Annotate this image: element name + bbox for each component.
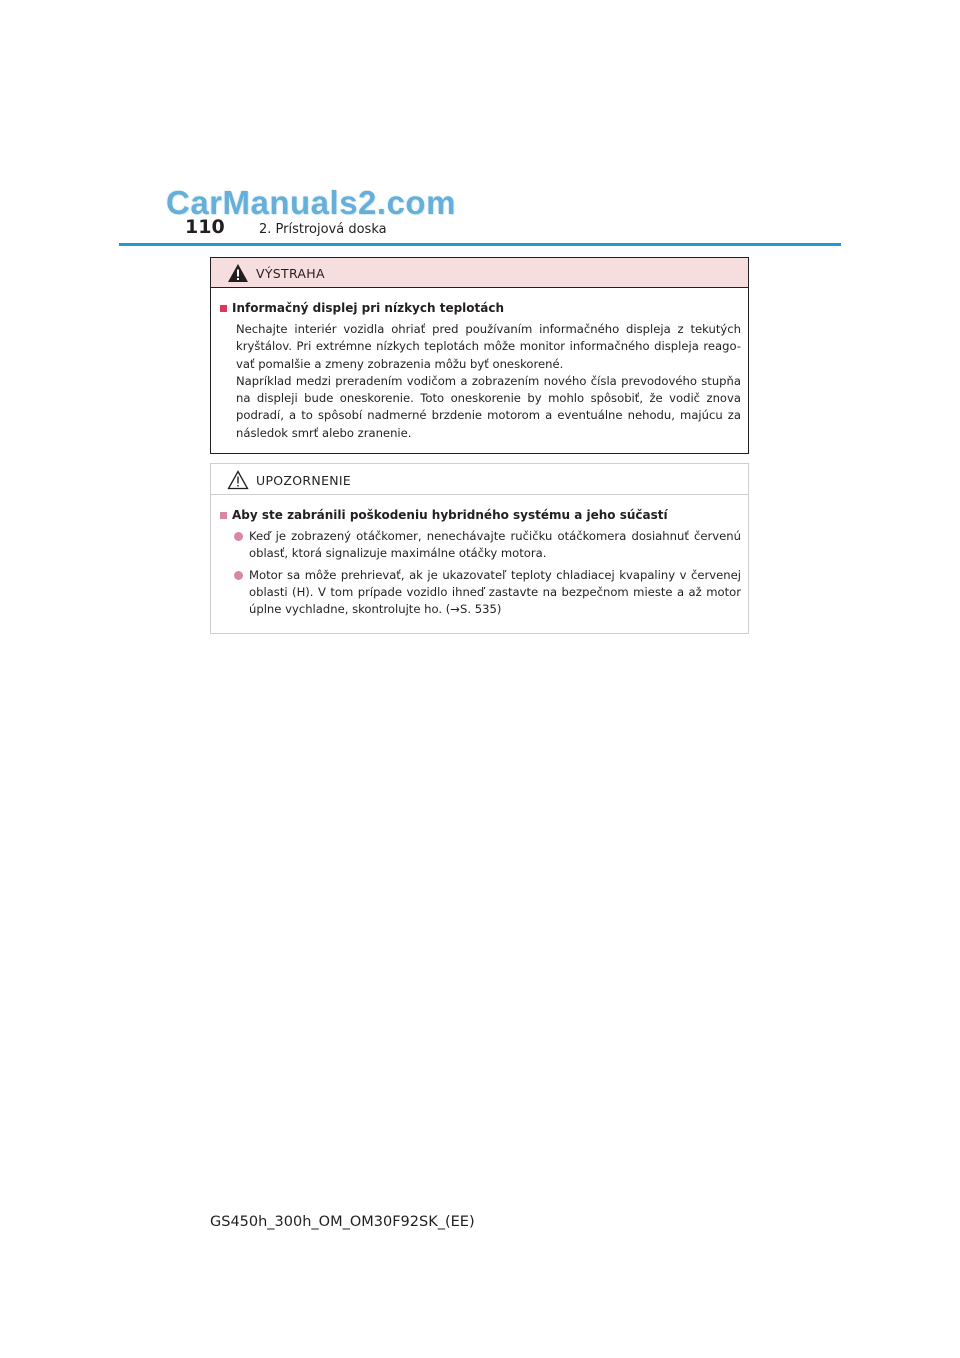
- list-item: [234, 567, 741, 619]
- square-bullet-icon: [220, 512, 227, 519]
- header-rule: [119, 243, 841, 246]
- square-bullet-icon: [220, 305, 227, 312]
- warning-triangle-icon: [227, 263, 249, 283]
- warning-title: VÝSTRAHA: [256, 266, 325, 281]
- warning-paragraph: Nechajte interiér vozidla ohriať pred používaním informačného displeja z tekutých kryštálov. Pri extrémne nízkych teplotách môže monitor informačného displeja reago-vať pomalšie a zmeny zobrazenia môžu byť oneskorené.: [236, 322, 741, 371]
- warning-box: [210, 257, 749, 454]
- chapter-title: 2. Prístrojová doska: [259, 222, 387, 237]
- warning-heading-text: Informačný displej pri nízkych teplotách: [232, 301, 505, 315]
- document-code-footer: GS450h_300h_OM_OM30F92SK_(EE): [210, 1214, 475, 1230]
- page-number: 110: [185, 216, 225, 238]
- list-item-text: Keď je zobrazený otáčkomer, nenechávajte ručičku otáčkomera dosiahnuť červenú oblasť, ktorá signalizuje maximálne otáčky motora.: [249, 529, 741, 561]
- caution-title: UPOZORNENIE: [256, 473, 352, 488]
- caution-box: [210, 463, 749, 634]
- caution-triangle-icon: [227, 470, 249, 490]
- caution-content: [211, 495, 748, 618]
- list-item: [234, 528, 741, 563]
- watermark-logo: CarManuals2.com: [166, 184, 456, 221]
- list-item-text: Motor sa môže prehrievať, ak je ukazovateľ teploty chladiacej kvapaliny v červenej oblasti (H). V tom prípade vozidlo ihneď zastavte na bezpečnom mieste a až motor úplne vychladne, skontrolujte ho. (→S. 535): [249, 567, 741, 617]
- caution-item-heading: [218, 507, 741, 524]
- caution-heading-text: Aby ste zabránili poškodeniu hybridného systému a jeho súčastí: [232, 508, 668, 522]
- warning-item-heading: [218, 300, 741, 317]
- warning-paragraph: Napríklad medzi preradením vodičom a zobrazením nového čísla prevodového stupňa na displeji bude oneskorenie. Toto oneskorenie by mohlo spôsobiť, že vodič znova podradí, a to spôsobí nadmerné brzdenie motorom a eventuálne nehodu, majúcu za následok smrť alebo zranenie.: [236, 373, 741, 440]
- warning-header: [211, 258, 748, 288]
- warning-content: [211, 288, 748, 442]
- round-bullet-icon: [234, 532, 243, 541]
- round-bullet-icon: [234, 571, 243, 580]
- caution-header: [211, 464, 748, 495]
